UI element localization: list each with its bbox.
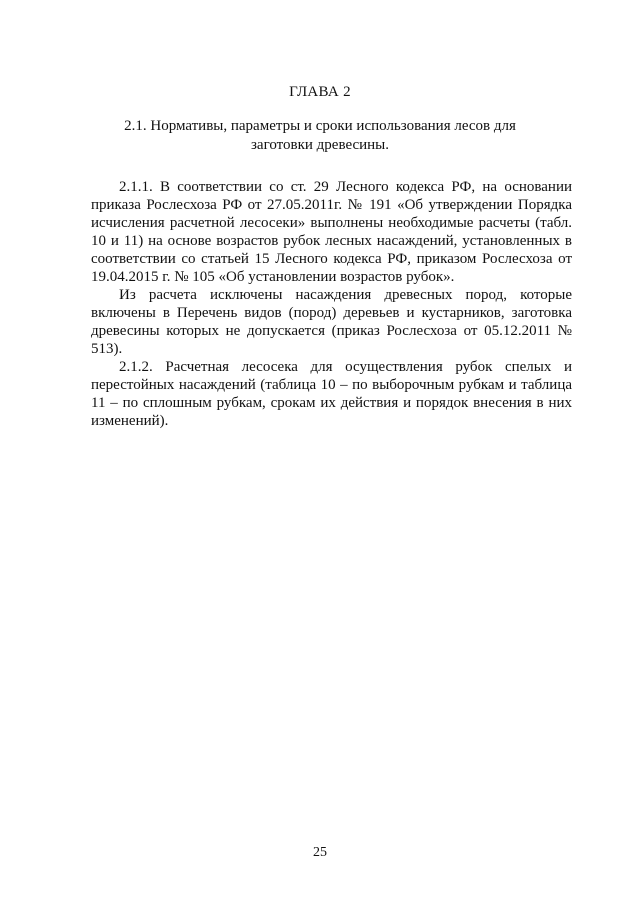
- paragraph-2-1-1: 2.1.1. В соответствии со ст. 29 Лесного кодекса РФ, на основании приказа Рослесхоза РФ от 27.05.2011г. № 191 «Об утверждении Порядка исчисления расчетной лесосеки» выполнены необходимые расчеты (табл. 10 и 11) на основе возрастов рубок лесных насаждений, установленных в соответствии со статьей 15 Лесного кодекса РФ, приказом Рослесхоза от 19.04.2015 г. № 105 «Об установлении возрастов рубок».: [91, 179, 572, 285]
- chapter-title: ГЛАВА 2: [289, 84, 351, 100]
- paragraph-exclusions: Из расчета исключены насаждения древесных пород, которые включены в Перечень видов (пород) деревьев и кустарников, заготовка древесины которых не допускается (приказ Рослесхоза от 05.12.2011 № 513).: [91, 287, 572, 357]
- body-text: [91, 178, 572, 430]
- page-number: 25: [313, 845, 327, 860]
- section-heading: 2.1. Нормативы, параметры и сроки использования лесов для заготовки древесины.: [124, 118, 516, 153]
- paragraph-2-1-2: 2.1.2. Расчетная лесосека для осуществления рубок спелых и перестойных насаждений (таблица 10 – по выборочным рубкам и таблица 11 – по сплошным рубкам, срокам их действия и порядок внесения в них изменений).: [91, 359, 572, 429]
